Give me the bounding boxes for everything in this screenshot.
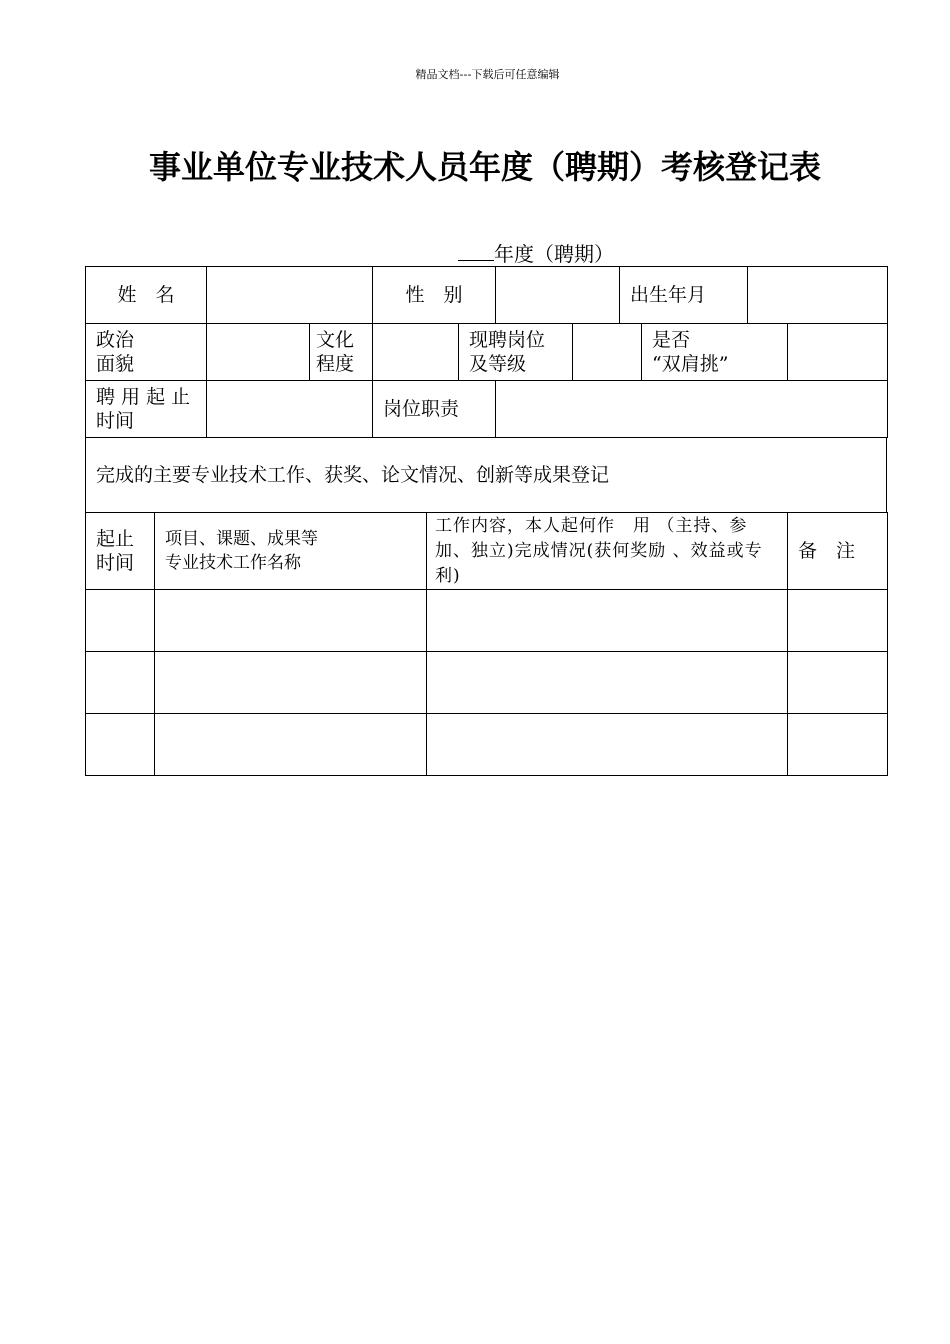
- project-header: [155, 513, 427, 590]
- dual-role-label-line-1: 是否: [652, 329, 691, 351]
- term-label-line-2: 时间: [96, 410, 135, 432]
- project-header-line-1: 项目、课题、成果等: [165, 529, 318, 549]
- name-field[interactable]: [207, 267, 373, 324]
- period-cell[interactable]: [86, 652, 155, 714]
- education-label-line-1: 文化: [316, 329, 355, 351]
- remark-cell[interactable]: [788, 652, 888, 714]
- achievement-section-title: 完成的主要专业技术工作、获奖、论文情况、创新等成果登记: [86, 438, 887, 513]
- basic-info-row-1: [85, 266, 888, 324]
- education-label: [310, 324, 373, 381]
- basic-info-row-2: [85, 323, 888, 381]
- basic-info-row-3: [85, 380, 888, 438]
- content-cell[interactable]: [427, 652, 788, 714]
- table-row: [86, 652, 888, 714]
- remark-cell[interactable]: [788, 590, 888, 652]
- achievement-table: [85, 512, 888, 776]
- position-label-line-2: 及等级: [469, 353, 527, 375]
- position-label: [459, 324, 573, 381]
- period-header: [86, 513, 155, 590]
- year-blank-field[interactable]: [458, 240, 494, 261]
- remark-cell[interactable]: [788, 714, 888, 776]
- birth-label: 出生年月: [620, 267, 748, 324]
- project-header-line-2: 专业技术工作名称: [165, 553, 301, 573]
- name-label: 姓 名: [86, 267, 207, 324]
- political-label: [86, 324, 207, 381]
- period-cell[interactable]: [86, 590, 155, 652]
- achievement-section-header: [85, 437, 887, 513]
- year-subtitle-text: 年度（聘期）: [494, 242, 614, 266]
- project-cell[interactable]: [155, 590, 427, 652]
- dual-role-field[interactable]: [788, 324, 888, 381]
- term-label-line-1: 聘 用 起 止: [96, 386, 191, 408]
- gender-field[interactable]: [496, 267, 620, 324]
- political-field[interactable]: [207, 324, 310, 381]
- year-subtitle: [458, 240, 614, 267]
- table-row: [86, 714, 888, 776]
- gender-label: 性 别: [373, 267, 496, 324]
- term-field[interactable]: [207, 381, 373, 438]
- position-field[interactable]: [573, 324, 642, 381]
- period-header-line-1: 起止: [96, 528, 135, 550]
- dual-role-label-line-2: “双肩挑”: [652, 353, 729, 375]
- political-label-line-1: 政治: [96, 329, 135, 351]
- project-cell[interactable]: [155, 714, 427, 776]
- duty-label: 岗位职责: [373, 381, 496, 438]
- dual-role-label: [642, 324, 788, 381]
- table-row: [86, 590, 888, 652]
- term-label: [86, 381, 207, 438]
- remark-header: 备 注: [788, 513, 888, 590]
- achievement-header-row: [86, 513, 888, 590]
- content-cell[interactable]: [427, 714, 788, 776]
- education-field[interactable]: [373, 324, 459, 381]
- content-header: 工作内容，本人起何作 用 （主持、参加、独立)完成情况(获何奖励 、效益或专利): [427, 513, 788, 590]
- period-cell[interactable]: [86, 714, 155, 776]
- duty-field[interactable]: [496, 381, 888, 438]
- political-label-line-2: 面貌: [96, 353, 135, 375]
- education-label-line-2: 程度: [316, 353, 355, 375]
- birth-field[interactable]: [748, 267, 888, 324]
- project-cell[interactable]: [155, 652, 427, 714]
- page-title: 事业单位专业技术人员年度（聘期）考核登记表: [148, 148, 821, 186]
- header-note: 精品文档---下载后可任意编辑: [415, 68, 560, 81]
- period-header-line-2: 时间: [96, 552, 135, 574]
- content-cell[interactable]: [427, 590, 788, 652]
- position-label-line-1: 现聘岗位: [469, 329, 546, 351]
